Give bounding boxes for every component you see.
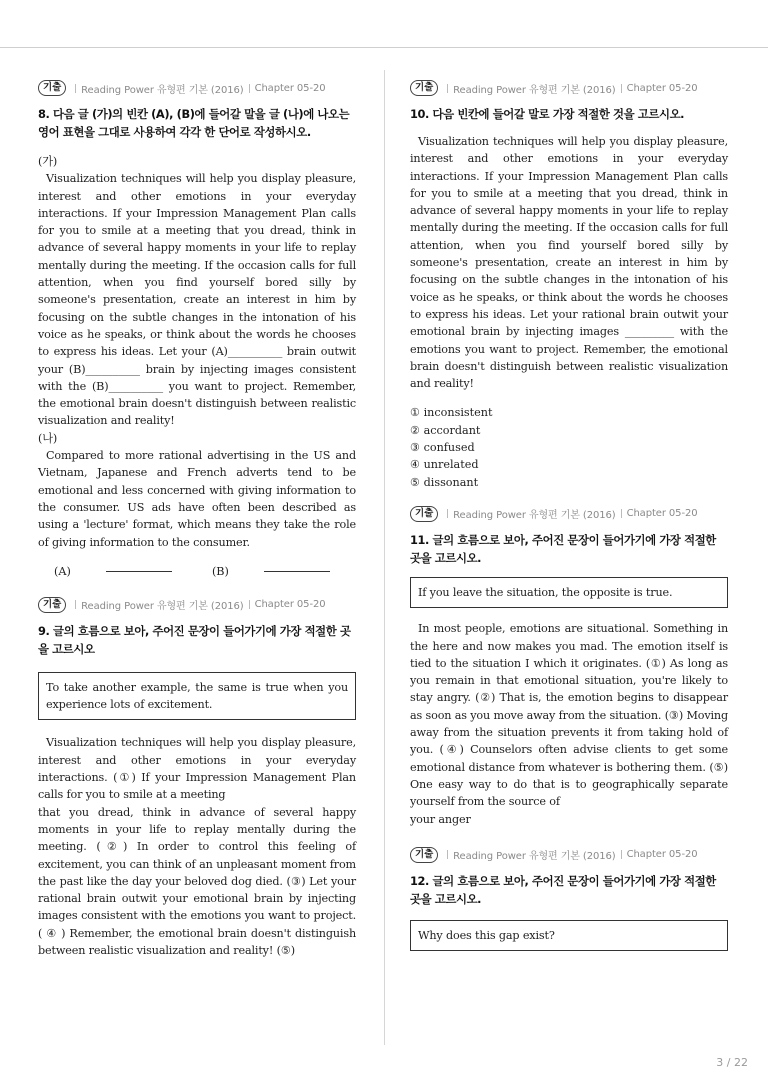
- source-label: Reading Power 유형편 기본 (2016): [453, 84, 616, 96]
- header-rule: [0, 47, 768, 48]
- choice-item[interactable]: ⑤ dissonant: [410, 475, 479, 489]
- separator: [249, 84, 250, 93]
- question-title: 11. 글의 흐름으로 보아, 주어진 문장이 들어가기에 가장 적절한 곳을 고르시오.: [410, 532, 716, 565]
- passage-text: Compared to more rational advertising in the US and Vietnam, Japanese and French adverts tend to be emotional and less concerned with giving information to the consumer. US ads have often been described as using a 'lecture' format, which means they take the role of giving information to the consumer.: [38, 449, 356, 549]
- question-meta: [38, 79, 356, 97]
- question-title: 12. 글의 흐름으로 보아, 주어진 문장이 들어가기에 가장 적절한 곳을 고르시오.: [410, 873, 716, 906]
- separator: [621, 84, 622, 93]
- passage-text: that you dread, think in advance of several happy moments in your life to replay mentally during the meeting. (②) In order to control this feeling of excitement, you can think of an unpleasant moment from the past like the day your beloved dog died. (③) Let your rational brain outwit your emotional brain by injecting images consistent with the emotions you want to project. ( ④ ) Remember, the emotional brain doesn't distinguish between realistic visualization and reality! (⑤): [38, 805, 356, 957]
- separator: [75, 600, 76, 609]
- source-label: Reading Power 유형편 기본 (2016): [453, 851, 616, 863]
- question-8: [38, 79, 356, 578]
- tag-badge: 기출: [38, 597, 66, 613]
- given-sentence-box: If you leave the situation, the opposite is true.: [410, 577, 728, 608]
- chapter-label: Chapter 05-20: [626, 508, 698, 520]
- choice-item[interactable]: ④ unrelated: [410, 458, 479, 472]
- choice-item[interactable]: ① inconsistent: [410, 406, 493, 420]
- chapter-label: Chapter 05-20: [254, 82, 326, 94]
- given-sentence-box: To take another example, the same is true when you experience lots of excitement.: [38, 672, 356, 721]
- chapter-label: Chapter 05-20: [626, 849, 698, 861]
- passage-text: In most people, emotions are situational. Something in the here and now makes you mad. The emotion itself is tied to the situation I which it originates. (①) As long as you remain in that emotional situation, you're likely to stay angry. (②) That is, the emotion begins to disappear as soon as you move away from the situation. (③) Moving away from the situation prevents it from taking hold of you. (④) Counselors often advise clients to get some emotional distance from whatever is bothering them. (⑤) One easy way to do that is to geographically separate yourself from the source of: [410, 622, 728, 809]
- passage-text: Visualization techniques will help you display pleasure, interest and other emotions in your everyday interactions. If your Impression Management Plan calls for you to smile at a meeting that you dread, think in advance of several happy moments in your life to replay mentally during the meeting. If the occasion calls for full attention, when you find yourself bored silly by someone's presentation, create an interest in him by focusing on the subtle changes in the intonation of his voice as he speaks, or think about the words he chooses to express his ideas. Let your (A)__________ brain outwit your (B)__________ brain by injecting images consistent with the (B)__________ you want to project. Remember, the emotional brain doesn't distinguish between realistic visualization and reality!: [38, 172, 356, 428]
- question-title: 8. 다음 글 (가)의 빈칸 (A), (B)에 들어갈 말을 글 (나)에 나오는 영어 표현을 그대로 사용하여 각각 한 단어로 작성하시오.: [38, 107, 350, 139]
- answer-label-b: (B): [211, 564, 229, 578]
- column-divider: [384, 70, 385, 1045]
- page-number: 3 / 22: [716, 1056, 748, 1069]
- given-sentence-box: Why does this gap exist?: [410, 920, 728, 951]
- right-column: [410, 79, 728, 951]
- question-10: [410, 79, 728, 491]
- answer-label-a: (A): [54, 564, 71, 578]
- chapter-label: Chapter 05-20: [254, 599, 326, 611]
- answer-blank-b[interactable]: [264, 571, 330, 572]
- tag-badge: 기출: [410, 80, 438, 96]
- question-meta: [410, 505, 728, 523]
- tag-badge: 기출: [410, 506, 438, 522]
- choice-list: [410, 404, 728, 490]
- answer-row: [54, 565, 356, 578]
- passage-text: your anger: [410, 812, 471, 826]
- question-meta: [410, 79, 728, 97]
- question-title: 10. 다음 빈칸에 들어갈 말로 가장 적절한 것을 고르시오.: [410, 107, 685, 121]
- tag-badge: 기출: [410, 847, 438, 863]
- question-meta: [38, 596, 356, 614]
- question-12: [410, 846, 728, 951]
- separator: [447, 509, 448, 518]
- chapter-label: Chapter 05-20: [626, 82, 698, 94]
- tag-badge: 기출: [38, 80, 66, 96]
- question-11: [410, 505, 728, 828]
- source-label: Reading Power 유형편 기본 (2016): [81, 84, 244, 96]
- choice-item[interactable]: ② accordant: [410, 423, 481, 437]
- separator: [75, 84, 76, 93]
- passage-text: Visualization techniques will help you display pleasure, interest and other emotions in your everyday interactions. If your Impression Management Plan calls for you to smile at a meeting that you dread, think in advance of several happy moments in your life to replay mentally during the meeting. If the occasion calls for full attention, when you find yourself bored silly by someone's presentation, create an interest in him by focusing on the subtle changes in the intonation of his voice as he speaks, or think about the words he chooses to express his ideas. Let your rational brain outwit your emotional brain by injecting images _________ with the emotions you want to project. Remember, the emotional brain doesn't distinguish between realistic visualization and reality!: [410, 135, 728, 391]
- question-title: 9. 글의 흐름으로 보아, 주어진 문장이 들어가기에 가장 적절한 곳을 고르시오: [38, 623, 351, 656]
- source-label: Reading Power 유형편 기본 (2016): [81, 601, 244, 613]
- passage-text: Visualization techniques will help you display pleasure, interest and other emotions in your everyday interactions. (①) If your Impression Management Plan calls for you to smile at a meeting: [38, 736, 356, 802]
- separator: [447, 84, 448, 93]
- passage-label: (나): [38, 431, 58, 445]
- separator: [621, 850, 622, 859]
- question-meta: [410, 846, 728, 864]
- source-label: Reading Power 유형편 기본 (2016): [453, 510, 616, 522]
- separator: [447, 850, 448, 859]
- separator: [621, 509, 622, 518]
- answer-blank-a[interactable]: [106, 571, 172, 572]
- left-column: [38, 79, 356, 959]
- question-9: [38, 596, 356, 959]
- passage-label: (가): [38, 155, 58, 168]
- separator: [249, 600, 250, 609]
- choice-item[interactable]: ③ confused: [410, 441, 475, 455]
